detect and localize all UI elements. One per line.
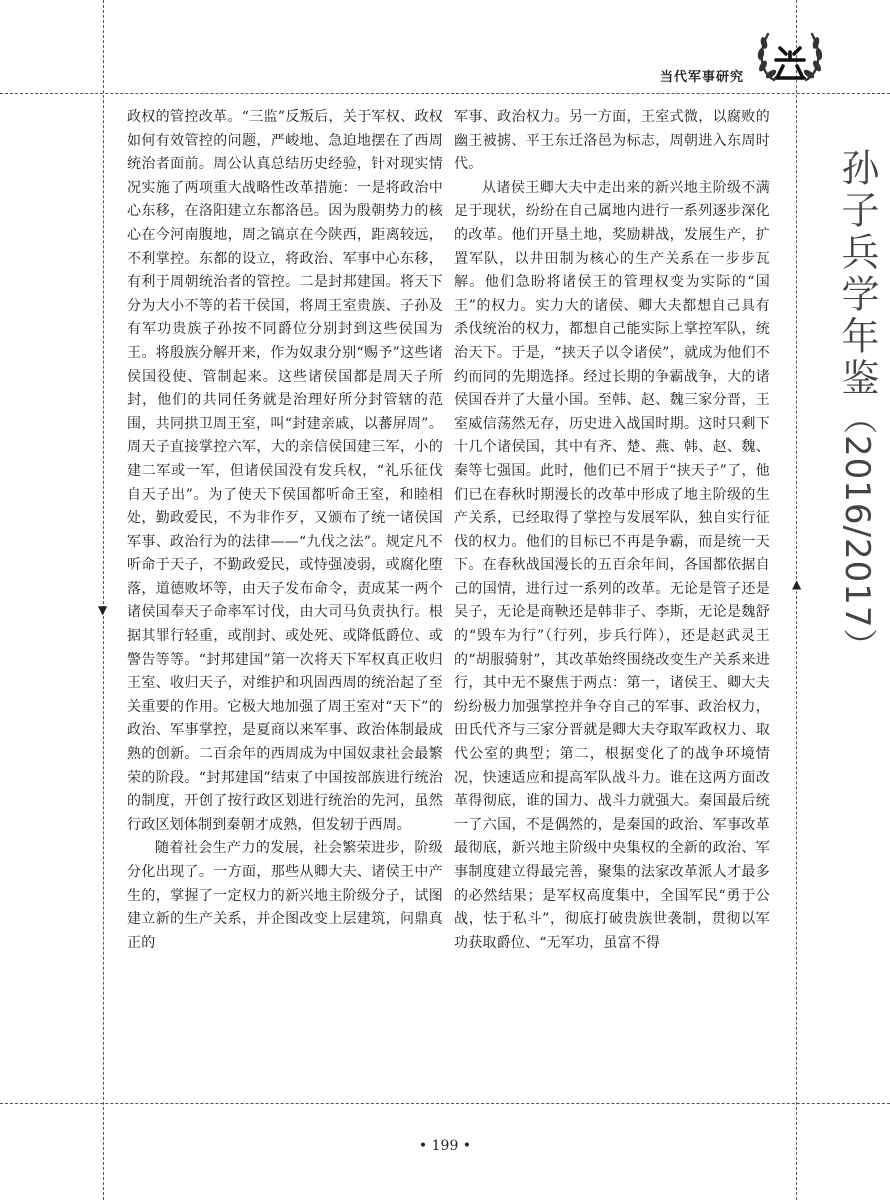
left-text-column [127,106,443,955]
right-text-column [454,106,770,955]
paragraph: 随着社会生产力的发展，社会繁荣进步，阶级分化出现了。一方面，那些从卿大夫、诸侯王中产生的，掌握了一定权力的新兴地主阶级分子，试图建立新的生产关系，并企图改变上层建筑，问鼎真正的 [127,840,443,951]
left-trim-guide [103,0,104,1200]
bottom-trim-guide [0,1103,890,1104]
section-label: 当代军事研究 [659,70,744,85]
book-title-vertical [815,148,885,708]
right-trim-guide [796,0,797,1200]
paragraph: 军事、政治权力。另一方面，王室式微，以腐败的幽王被掳、平王东迁洛邑为标志，周朝进入东周时代。 [454,109,770,173]
right-margin-arrow-icon: ▲ [792,577,802,591]
book-years: （2016/2017） [837,400,877,664]
laurel-emblem-icon [752,22,828,90]
paragraph: 政权的管控改革。“三监”反叛后，关于军权、政权如何有效管控的问题，严峻地、急迫地摆在了西周统治者面前。周公认真总结历史经验，针对现实情况实施了两项重大战略性改革措施：一是将政治中心东移，在洛阳建立东都洛邑。因为殷朝势力的核心在今河南腹地，周之镐京在今陕西，距离较远，不利掌控。东都的设立，将政治、军事中心东移，有利于周朝统治者的管控。二是封邦建国。将天下分为大小不等的若干侯国，将周王室贵族、子孙及有军功贵族子孙按不同爵位分别封到这些侯国为王。将殷族分解开来，作为奴隶分别“赐予”这些诸侯国役使、管制起来。这些诸侯国都是周天子所封，他们的共同任务就是治理好所分封管辖的范围，共同拱卫周王室，叫“封建亲戚，以蕃屏周”。周天子直接掌控六军，大的亲信侯国建三军，小的建二军或一军，但诸侯国没有发兵权，“礼乐征伐自天子出”。为了使天下侯国都听命王室，和睦相处，勤政爱民，不为非作歹，又颁布了统一诸侯国军事、政治行为的法律——“九伐之法”。规定凡不听命于天子，不勤政爱民，或恃强凌弱，或腐化堕落，道德败坏等，由天子发布命令，责成某一两个诸侯国奉天子命率军讨伐，由大司马负责执行。根据其罪行轻重，或削封、或处死、或降低爵位、或警告等等。“封邦建国”第一次将天下军权真正收归王室、收归天子，对维护和巩固西周的统治起了至关重要的作用。它极大地加强了周王室对“天下”的政治、军事掌控，是夏商以来军事、政治体制最成熟的创新。二百余年的西周成为中国奴隶社会最繁荣的阶段。“封邦建国”结束了中国按部族进行统治的制度，开创了按行政区划进行统治的先河，虽然行政区划体制到秦朝才成熟，但发轫于西周。 [127,109,443,833]
left-margin-arrow-icon: ▼ [98,603,108,617]
book-title: 孙子兵学年鉴 [835,148,879,400]
paragraph: 从诸侯王卿大夫中走出来的新兴地主阶级不满足于现状，纷纷在自己属地内进行一系列逐步深化的改革。他们开垦土地，奖励耕战，发展生产，扩置军队，以井田制为核心的生产关系在一步步瓦解。他们急盼将诸侯王的管理权变为实际的“国王”的权力。实力大的诸侯、卿大夫都想自己具有杀伐统治的权力，都想自己能实际上掌控军队，统治天下。于是，“挟天子以令诸侯”，就成为他们不约而同的先期选择。经过长期的争霸战争，大的诸侯国吞并了大量小国。至韩、赵、魏三家分晋，王室威信荡然无存，历史进入战国时期。这时只剩下十几个诸侯国，其中有齐、楚、燕、韩、赵、魏、秦等七强国。此时，他们已不屑于“挟天子”了，他们已在春秋时期漫长的改革中形成了地主阶级的生产关系，已经取得了掌控与发展军队，独自实行征伐的权力。他们的目标已不再是争霸，而是统一天下。在春秋战国漫长的五百余年间，各国都依据自己的国情，进行过一系列的改革。无论是管子还是吴子，无论是商鞅还是韩非子、李斯，无论是魏舒的“毁车为行”（行列，步兵行阵），还是赵武灵王的“胡服骑射”，其改革始终围绕改变生产关系来进行，其中无不聚焦于两点：第一，诸侯王、卿大夫纷纷极力加强掌控并争夺自己的军事、政治权力，田氏代齐与三家分晋就是卿大夫夺取军政权力、取代公室的典型；第二，根据变化了的战争环境情况，快速适应和提高军队战斗力。谁在这两方面改革得彻底，谁的国力、战斗力就强大。秦国最后统一了六国，不是偶然的，是秦国的政治、军事改革最彻底，新兴地主阶级中央集权的全新的政治、军事制度建立得最完善，聚集的法家改革派人才最多的必然结果；是军权高度集中，全国军民“勇于公战，怯于私斗”，彻底打破贵族世袭制，贯彻以军功获取爵位、“无军功，虽富不得 [454,179,770,951]
top-trim-guide [0,93,890,94]
page-number: • 199 • [418,1138,472,1154]
